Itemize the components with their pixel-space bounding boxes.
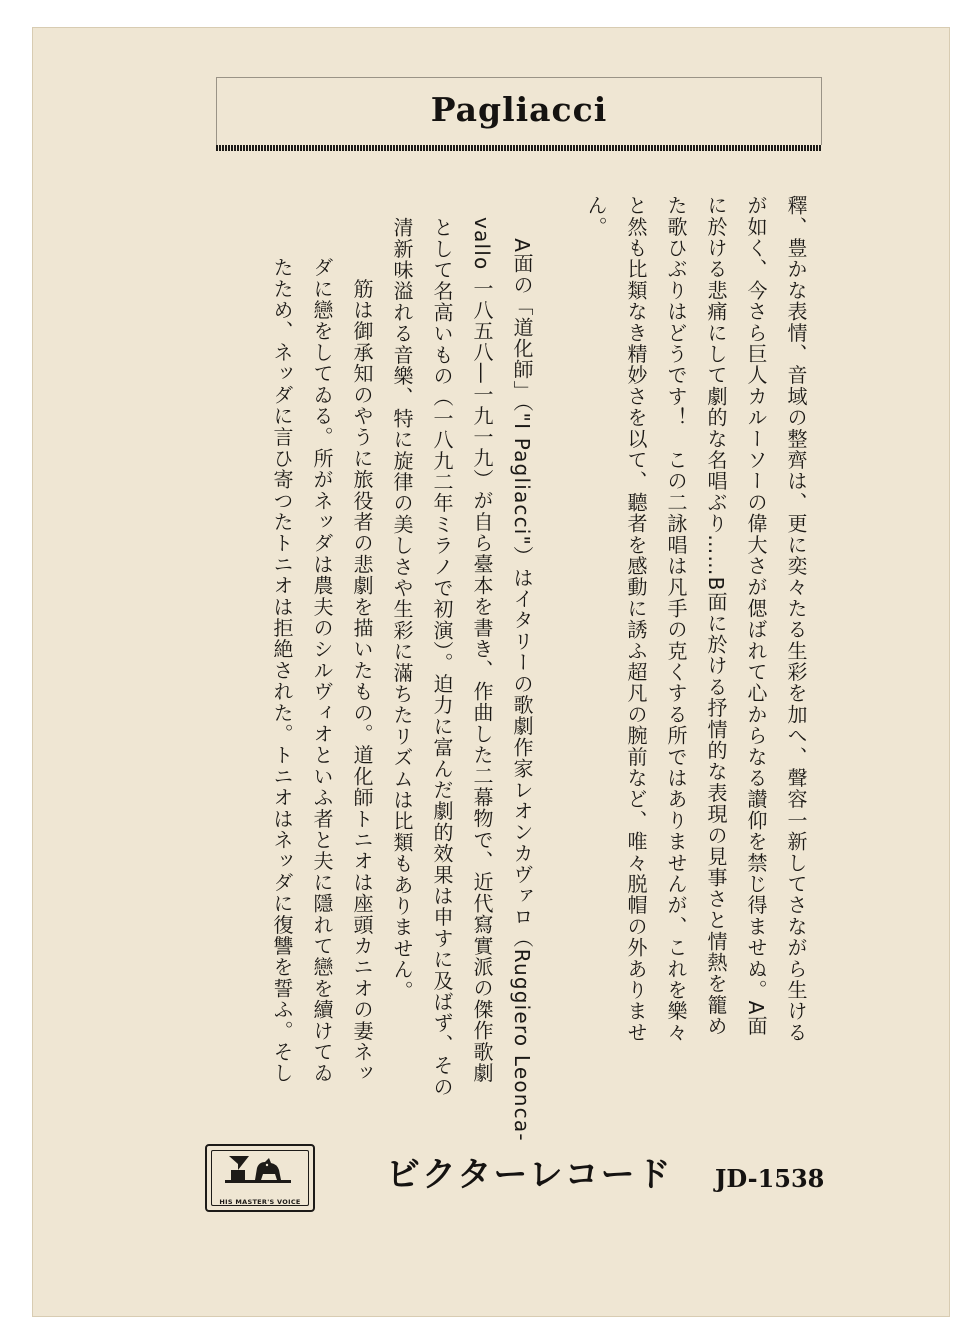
his-masters-voice-logo bbox=[205, 1144, 315, 1212]
text-column: ん。 bbox=[584, 195, 608, 238]
text-column: 清新味溢れる音樂、特に旋律の美しさや生彩に滿ちたリズムは比類もありません。 bbox=[390, 217, 414, 1002]
text-column: 釋、豊かな表情、音域の整齊は、更に奕々たる生彩を加へ、聲容一新してさながら生ける bbox=[784, 195, 808, 1043]
text-column: たため、ネッダに言ひ寄つたトニオは拒絶された。トニオはネッダに復讐を誓ふ。そし bbox=[270, 257, 294, 1084]
text-column: が如く、今さら巨人カルーソーの偉大さが偲ばれて心からなる讃仰を禁じ得ませぬ。A面 bbox=[744, 195, 768, 1037]
text-column: に於ける悲痛にして劇的な名唱ぶり……B面に於ける抒情的な表現の見事さと情熱を籠め bbox=[704, 195, 728, 1037]
text-column: A面の「道化師」（"I Pagliacci"）はイタリーの歌劇作家レオンカヴァロ（Ruggiero Leonca- bbox=[510, 217, 534, 1142]
text-column: として名高いもの（一八九二年ミラノで初演）。迫力に富んだ劇的效果は申すに及ばず、その bbox=[430, 217, 454, 1098]
text-column: た歌ひぶりはどうです！ この二詠唱は凡手の克くする所ではありませんが、これを樂々 bbox=[664, 195, 688, 1043]
text-column: と然も比類なき精妙さを以て、聽者を感動に誘ふ超凡の腕前など、唯々脱帽の外ありませ bbox=[624, 195, 648, 1043]
logo-caption: HIS MASTER'S VOICE bbox=[219, 1198, 301, 1206]
page-title: Pagliacci bbox=[430, 90, 608, 129]
title-box bbox=[216, 77, 822, 148]
catalog-number: JD-1538 bbox=[715, 1164, 825, 1193]
paragraph-1 bbox=[576, 195, 816, 1043]
text-column: ダに戀をしてゐる。所がネッダは農夫のシルヴィオといふ者と夫に隱れて戀を續けてゐ bbox=[310, 257, 334, 1084]
paragraph-2 bbox=[262, 217, 542, 1142]
leaflet-sheet bbox=[32, 27, 950, 1317]
dog-gramophone-icon bbox=[225, 1154, 291, 1184]
text-column: 筋は御承知のやうに旅役者の悲劇を描いたもの。道化師トニオは座頭カニオの妻ネッ bbox=[350, 257, 374, 1084]
text-column: vallo 一八五八―一九一九）が自ら臺本を書き、作曲した二幕物で、近代寫實派の傑作歌劇 bbox=[470, 217, 494, 1084]
title-rule bbox=[216, 145, 822, 151]
brand-name: ビクターレコード bbox=[386, 1155, 673, 1195]
